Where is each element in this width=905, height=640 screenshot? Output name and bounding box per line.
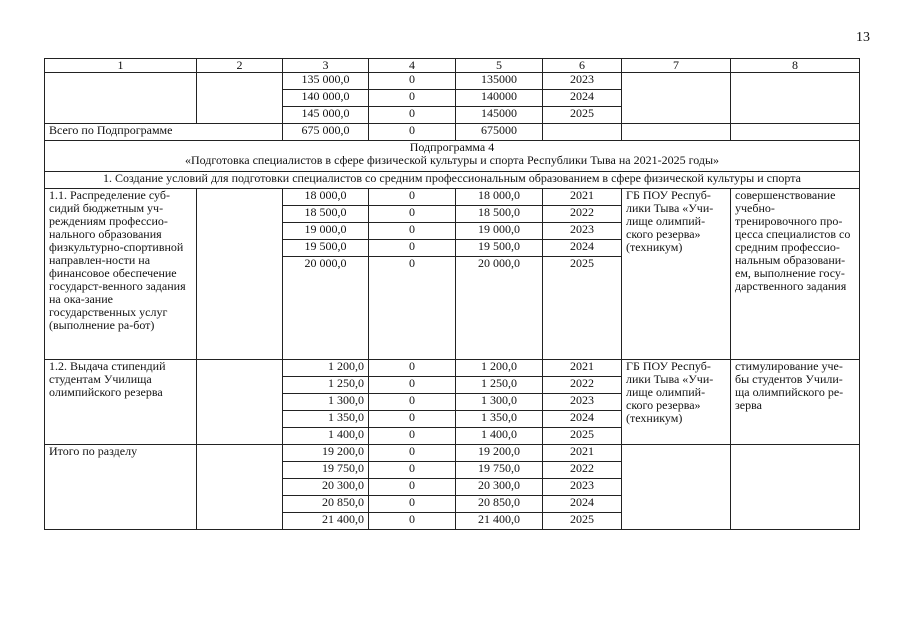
section-heading-row bbox=[45, 172, 860, 189]
item-1-1-executor: ГБ ПОУ Респуб-лики Тыва «Учи-лище олимпий-ского резерва» (техникум) bbox=[622, 189, 731, 360]
page-number: 13 bbox=[856, 30, 870, 45]
cell-value: 0 bbox=[369, 377, 456, 394]
cell-amount: 18 000,0 bbox=[283, 189, 369, 206]
cell-empty bbox=[731, 73, 860, 124]
cell-amount: 140 000,0 bbox=[283, 90, 369, 107]
cell-amount: 19 750,0 bbox=[456, 462, 543, 479]
section-title: 1. Создание условий для подготовки специалистов со средним профессиональным образованием в сфере физической культуры и спорта bbox=[45, 172, 860, 189]
subprogram-heading bbox=[45, 141, 860, 172]
cell-amount: 1 300,0 bbox=[456, 394, 543, 411]
cell-year: 2023 bbox=[543, 223, 622, 240]
cell-value: 0 bbox=[369, 394, 456, 411]
cell-year: 2022 bbox=[543, 462, 622, 479]
cell-amount: 145 000,0 bbox=[283, 107, 369, 124]
col-header-5: 5 bbox=[456, 59, 543, 73]
table-row bbox=[45, 73, 860, 90]
budget-table bbox=[44, 58, 860, 530]
cell-value: 0 bbox=[369, 513, 456, 530]
col-header-4: 4 bbox=[369, 59, 456, 73]
cell-year: 2023 bbox=[543, 479, 622, 496]
cell-empty bbox=[731, 124, 860, 141]
cell-amount: 1 250,0 bbox=[283, 377, 369, 394]
cell-empty bbox=[197, 73, 283, 124]
cell-amount: 19 200,0 bbox=[283, 445, 369, 462]
cell-amount: 1 350,0 bbox=[456, 411, 543, 428]
cell-amount: 140000 bbox=[456, 90, 543, 107]
cell-amount: 21 400,0 bbox=[456, 513, 543, 530]
cell-value: 0 bbox=[369, 90, 456, 107]
cell-amount: 18 500,0 bbox=[283, 206, 369, 223]
item-1-2-executor: ГБ ПОУ Респуб-лики Тыва «Учи-лище олимпий-ского резерва» (техникум) bbox=[622, 360, 731, 445]
cell-year: 2022 bbox=[543, 377, 622, 394]
cell-empty bbox=[197, 189, 283, 360]
cell-empty bbox=[622, 73, 731, 124]
cell-value: 0 bbox=[369, 206, 456, 223]
cell-year: 2021 bbox=[543, 360, 622, 377]
col-header-7: 7 bbox=[622, 59, 731, 73]
cell-amount: 20 000,0 bbox=[456, 257, 543, 360]
cell-value: 0 bbox=[369, 189, 456, 206]
cell-year: 2024 bbox=[543, 496, 622, 513]
cell-amount: 135000 bbox=[456, 73, 543, 90]
col-header-2: 2 bbox=[197, 59, 283, 73]
cell-amount: 20 000,0 bbox=[283, 257, 369, 360]
cell-value: 0 bbox=[369, 257, 456, 360]
total-subprogram-label: Всего по Подпрограмме bbox=[45, 124, 283, 141]
cell-value: 0 bbox=[369, 240, 456, 257]
cell-amount: 675 000,0 bbox=[283, 124, 369, 141]
cell-amount: 20 850,0 bbox=[456, 496, 543, 513]
cell-amount: 19 000,0 bbox=[283, 223, 369, 240]
column-number-row bbox=[45, 59, 860, 73]
cell-amount: 1 400,0 bbox=[283, 428, 369, 445]
cell-amount: 1 200,0 bbox=[456, 360, 543, 377]
cell-year: 2023 bbox=[543, 394, 622, 411]
cell-amount: 19 000,0 bbox=[456, 223, 543, 240]
cell-amount: 1 300,0 bbox=[283, 394, 369, 411]
cell-value: 0 bbox=[369, 223, 456, 240]
subprogram-title: «Подготовка специалистов в сфере физической культуры и спорта Республики Тыва на 2021-2025 годы» bbox=[184, 153, 720, 167]
cell-amount: 19 500,0 bbox=[456, 240, 543, 257]
cell-amount: 21 400,0 bbox=[283, 513, 369, 530]
cell-year: 2025 bbox=[543, 107, 622, 124]
cell-amount: 135 000,0 bbox=[283, 73, 369, 90]
cell-amount: 1 350,0 bbox=[283, 411, 369, 428]
cell-value: 0 bbox=[369, 411, 456, 428]
cell-value: 0 bbox=[369, 462, 456, 479]
cell-year: 2025 bbox=[543, 513, 622, 530]
cell-value: 0 bbox=[369, 479, 456, 496]
subprogram-number: Подпрограмма 4 bbox=[409, 140, 495, 154]
cell-amount: 19 500,0 bbox=[283, 240, 369, 257]
cell-year: 2024 bbox=[543, 240, 622, 257]
cell-year: 2021 bbox=[543, 189, 622, 206]
item-1-2-name: 1.2. Выдача стипендий студентам Училища олимпийского резерва bbox=[45, 360, 197, 445]
cell-value: 0 bbox=[369, 445, 456, 462]
item-1-1-result: совершенствование учебно-тренировочного про-цесса специалистов со средним профессио-нальным образовани-ем, выполнение госу-дарственного задания bbox=[731, 189, 860, 360]
item-1-2-result: стимулирование уче-бы студентов Учили-ща олимпийского ре-зерва bbox=[731, 360, 860, 445]
item-1-1-name: 1.1. Распределение суб-сидий бюджетным уч-реждениям профессио-нального образования физкультурно-спортивной направлен-ности на финансовое обеспечение государст-венного задания на ока-зание государственных услуг (выполнение ра-бот) bbox=[45, 189, 197, 360]
cell-value: 0 bbox=[369, 107, 456, 124]
cell-amount: 1 400,0 bbox=[456, 428, 543, 445]
cell-year: 2025 bbox=[543, 428, 622, 445]
cell-amount: 20 300,0 bbox=[456, 479, 543, 496]
col-header-3: 3 bbox=[283, 59, 369, 73]
col-header-6: 6 bbox=[543, 59, 622, 73]
cell-amount: 19 750,0 bbox=[283, 462, 369, 479]
col-header-1: 1 bbox=[45, 59, 197, 73]
cell-value: 0 bbox=[369, 496, 456, 513]
cell-amount: 145000 bbox=[456, 107, 543, 124]
cell-empty bbox=[622, 124, 731, 141]
cell-year: 2024 bbox=[543, 411, 622, 428]
cell-year: 2022 bbox=[543, 206, 622, 223]
cell-amount: 19 200,0 bbox=[456, 445, 543, 462]
cell-value: 0 bbox=[369, 360, 456, 377]
section-total-label: Итого по разделу bbox=[45, 445, 197, 530]
table-row bbox=[45, 360, 860, 377]
cell-empty bbox=[197, 445, 283, 530]
cell-amount: 20 300,0 bbox=[283, 479, 369, 496]
cell-value: 0 bbox=[369, 124, 456, 141]
cell-amount: 18 000,0 bbox=[456, 189, 543, 206]
cell-empty bbox=[622, 445, 731, 530]
cell-year: 2023 bbox=[543, 73, 622, 90]
subprogram-heading-row bbox=[45, 141, 860, 172]
cell-amount: 675000 bbox=[456, 124, 543, 141]
cell-amount: 1 250,0 bbox=[456, 377, 543, 394]
table-row bbox=[45, 445, 860, 462]
col-header-8: 8 bbox=[731, 59, 860, 73]
total-subprogram-row bbox=[45, 124, 860, 141]
cell-value: 0 bbox=[369, 73, 456, 90]
cell-empty bbox=[543, 124, 622, 141]
cell-year: 2025 bbox=[543, 257, 622, 360]
cell-year: 2024 bbox=[543, 90, 622, 107]
cell-empty bbox=[731, 445, 860, 530]
cell-empty bbox=[45, 73, 197, 124]
cell-year: 2021 bbox=[543, 445, 622, 462]
cell-amount: 20 850,0 bbox=[283, 496, 369, 513]
cell-value: 0 bbox=[369, 428, 456, 445]
cell-amount: 18 500,0 bbox=[456, 206, 543, 223]
cell-amount: 1 200,0 bbox=[283, 360, 369, 377]
cell-empty bbox=[197, 360, 283, 445]
table-row bbox=[45, 189, 860, 206]
